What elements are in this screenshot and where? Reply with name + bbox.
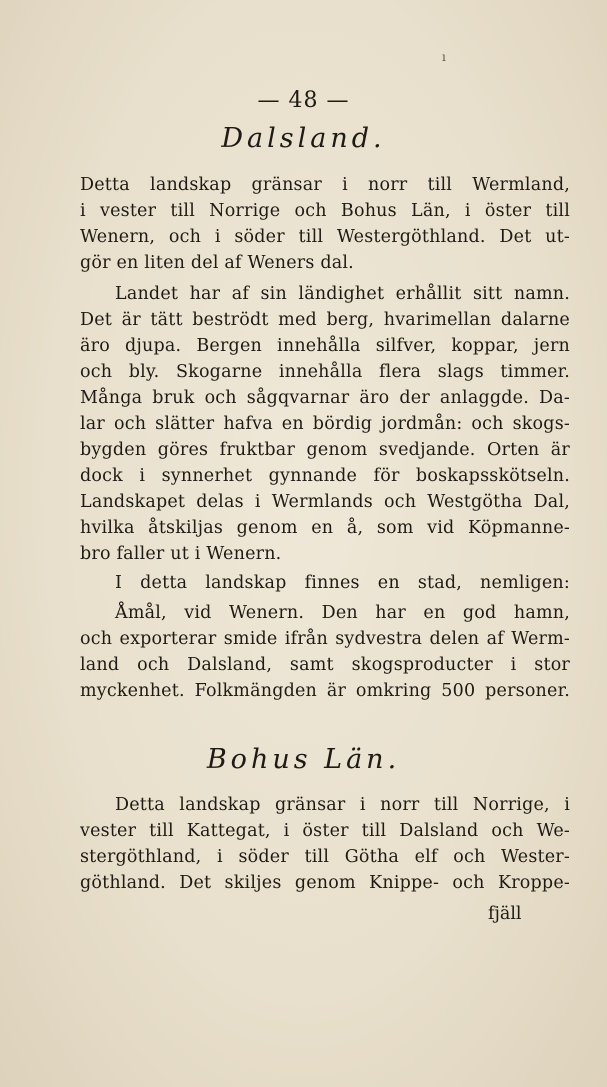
text-line: gör en liten del af Weners dal. [80,253,354,273]
text-line: och exporterar smide ifrån sydvestra delen af Werm- [80,629,570,649]
text-line: myckenhet. Folkmängden är omkring 500 personer. [80,681,570,701]
text-line: stergöthland, i söder till Götha elf och Wester- [80,847,570,867]
text-line: Landet har af sin ländighet erhållit sitt namn. [115,284,570,304]
text-line: lar och slätter hafva en bördig jordmån: och skogs- [80,414,570,434]
text-line: land och Dalsland, samt skogsproducter i stor [80,655,570,675]
text-line: bygden göres fruktbar genom svedjande. Orten är [80,440,570,460]
text-line: Landskapet delas i Wermlands och Westgötha Dal, [80,492,570,512]
text-line: äro djupa. Bergen innehålla silfver, koppar, jern [80,336,570,356]
text-line: göthland. Det skiljes genom Knippe- och Kroppe- [80,873,570,893]
text-line: Det är tätt beströdt med berg, hvarimellan dalarne [80,310,570,330]
text-line: Detta landskap gränsar i norr till Wermland, [80,175,570,195]
section-heading-dalsland: Dalsland. [221,123,386,154]
stray-mark: ı [442,50,446,64]
text-line: vester till Kattegat, i öster till Dalsland och We- [80,821,570,841]
text-line: Åmål, vid Wenern. Den har en god hamn, [115,603,570,623]
text-line: dock i synnerhet gynnande för boskapsskötseln. [80,466,570,486]
text-line: bro faller ut i Wenern. [80,544,282,564]
catchword: fjäll [488,904,522,924]
text-line: I detta landskap finnes en stad, nemligen: [115,573,570,593]
text-line: och bly. Skogarne innehålla flera slags timmer. [80,362,570,382]
text-line: Många bruk och sågqvarnar äro der anlaggde. Da- [80,388,570,408]
text-line: i vester till Norrige och Bohus Län, i öster till [80,201,570,221]
section-heading-bohus: Bohus Län. [206,744,401,775]
text-line: Wenern, och i söder till Westergöthland. Det ut- [80,227,570,247]
text-line: Detta landskap gränsar i norr till Norrige, i [115,795,570,815]
text-line: hvilka åtskiljas genom en å, som vid Köpmanne- [80,518,570,538]
page-number: — 48 — [257,88,350,113]
